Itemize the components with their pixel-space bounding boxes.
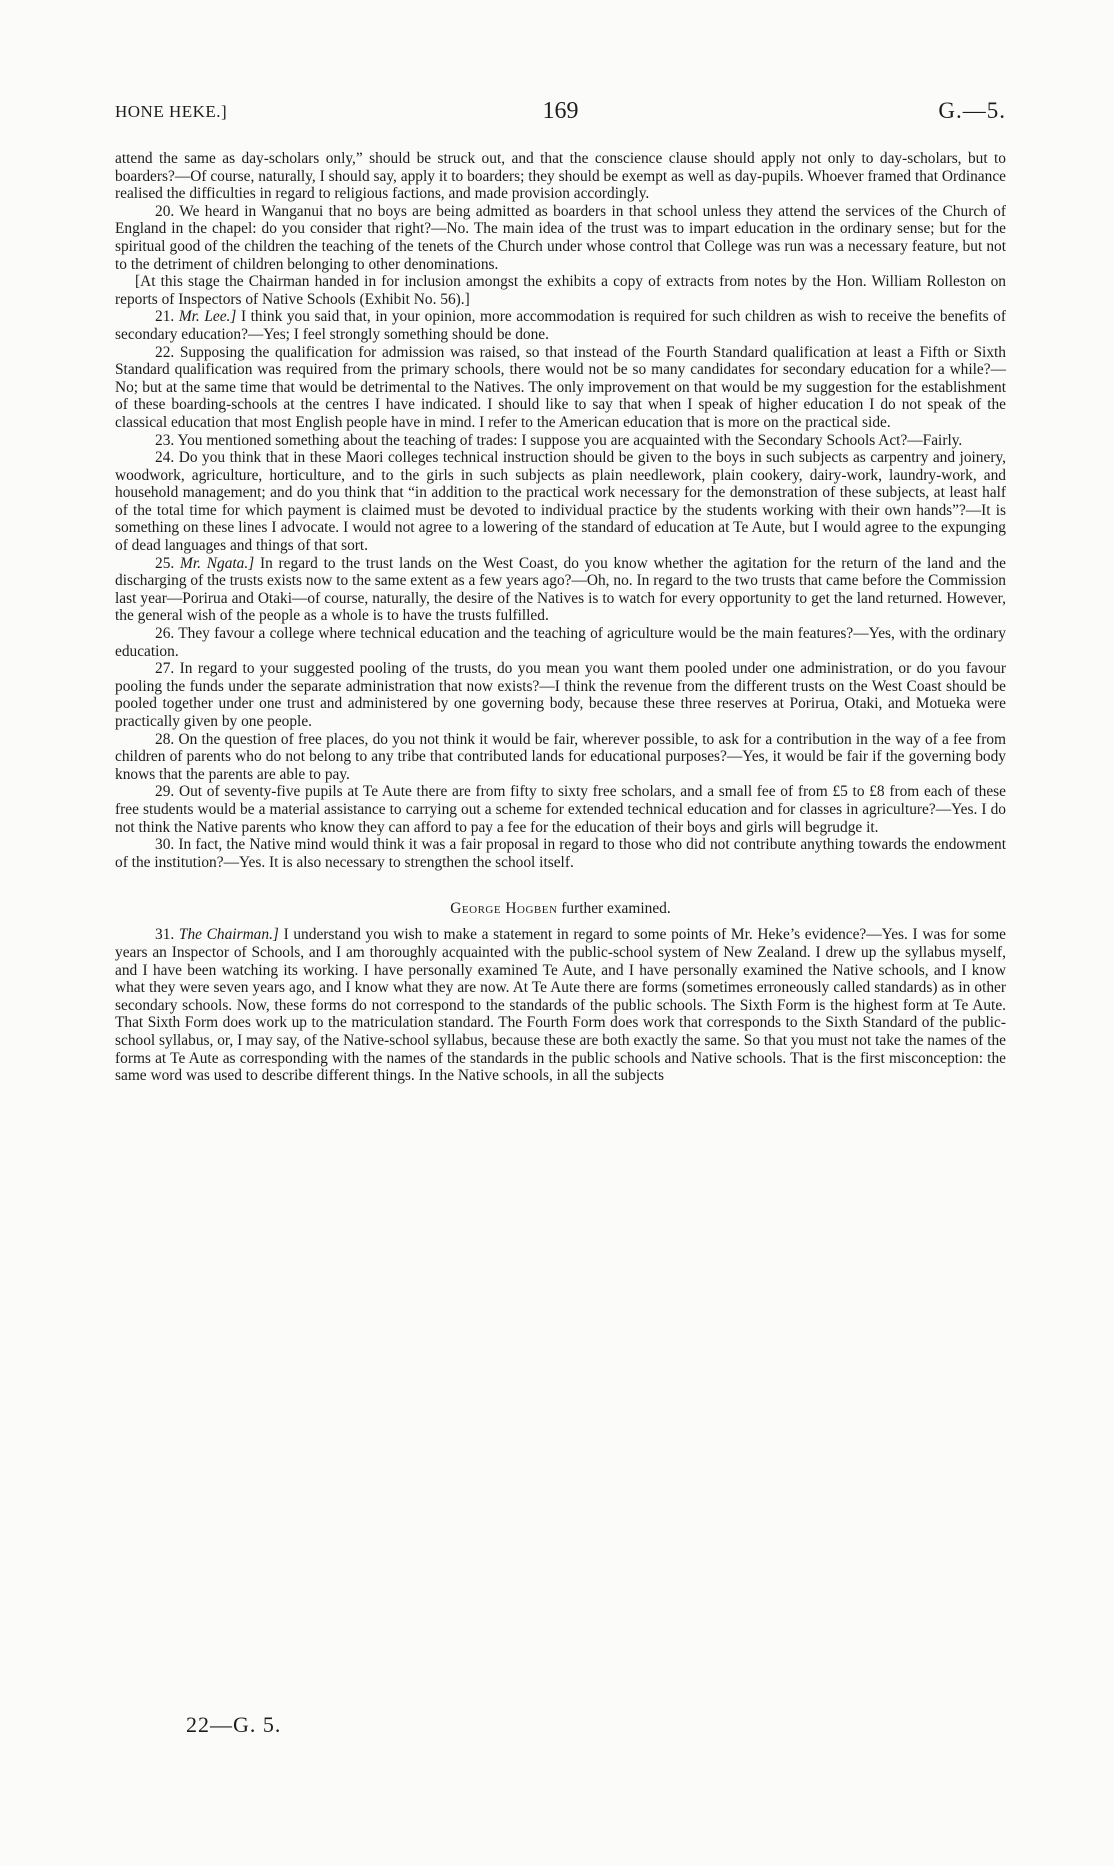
question-number: 27. [155,660,180,678]
paragraph-text: [At this stage the Chairman handed in for inclusion amongst the exhibits a copy of extracts from notes by the Hon. William Rolleston on reports of Inspectors of Native Schools (Exhibit No. 56).] [115,273,1006,308]
paragraph-text: I think you said that, in your opinion, more accommodation is required for such children as wish to receive the benefits of secondary education?—Yes; I feel strongly something should be done. [115,308,1006,343]
page-number: 169 [542,98,579,124]
paragraph [115,660,1006,730]
witness-name: George Hogben [450,900,558,918]
page-body [115,150,1006,1085]
question-number: 31. [155,926,179,944]
paragraph-text: In regard to your suggested pooling of the trusts, do you mean you want them pooled under one administration, or do you favour pooling the funds under the separate administration that now exists?—I think the revenue from the different trusts on the West Coast should be pooled together under one trust and administered by one governing body, because these three reserves at Porirua, Otaki, and Motueka were practically given by one people. [115,660,1006,730]
paragraph [115,783,1006,836]
question-number: 29. [155,783,179,801]
paragraph-text: On the question of free places, do you not think it would be fair, wherever possible, to ask for a contribution in the way of a fee from children of parents who do not belong to any tribe that contributed lands for educational purposes?—Yes, it would be fair if the governing body knows that the parents are able to pay. [115,730,1006,783]
question-number: 25. [155,554,181,572]
paragraph-text: They favour a college where technical education and the teaching of agriculture would be the main features?—Yes, with the ordinary education. [115,625,1006,660]
speaker-name: Mr. Lee.] [178,308,241,326]
heading-suffix: further examined. [561,900,671,918]
paragraph [115,449,1006,555]
section-paragraphs [115,926,1006,1084]
paragraph [115,555,1006,625]
paragraph [115,203,1006,273]
paragraph [115,273,1006,308]
question-number: 30. [155,836,179,854]
paragraph [115,926,1006,1084]
paragraph [115,344,1006,432]
question-number: 26. [155,625,179,643]
paragraph-text: attend the same as day-scholars only,” should be struck out, and that the conscience clause should apply not only to day-scholars, but to boarders?—Of course, naturally, I should say, apply it to boarders; they should be exempt as well as day-pupils. Whoever framed that Ordinance realised the difficulties in regard to religious factions, and made provision accordingly. [115,150,1006,203]
question-number: 22. [155,343,180,361]
paragraph [115,150,1006,203]
question-number: 24. [155,449,179,467]
question-number: 28. [155,730,179,748]
paragraph [115,625,1006,660]
speaker-name: Mr. Ngata.] [180,554,260,572]
paragraph [115,308,1006,343]
paragraph-text: Supposing the qualification for admission was raised, so that instead of the Fourth Standard qualification at least a Fifth or Sixth Standard qualification was required from the primary schools, there would not be so many candidates for secondary education for a while?—No; but at the same time that would be detrimental to the Natives. The only improvement on that would be my suggestion for the establishment of these boarding-schools at the centres I have indicated. I should like to say that when I speak of higher education I do not speak of the classical education that most English people have in mind. I refer to the American education that is more on the practical side. [115,343,1006,431]
header-paper-code: G.—5. [938,98,1006,123]
paragraph [115,432,1006,450]
paragraph-text: Out of seventy-five pupils at Te Aute there are from fifty to sixty free scholars, and a small fee of from £5 to £8 from each of these free students would be a material assistance to carrying out a scheme for extended technical education and for classes in agriculture?—Yes. I do not think the Native parents who know they can afford to pay a fee for the education of their boys and girls will begrudge it. [115,783,1006,836]
speaker-name: The Chairman.] [178,926,284,944]
paragraph-text: I understand you wish to make a statement in regard to some points of Mr. Heke’s evidence?—Yes. I was for some years an Inspector of Schools, and I am thoroughly acquainted with the public-school system of New Zealand. I drew up the syllabus myself, and I have been watching its working. I have personally examined Te Aute, and I have personally examined the Native schools, and I know what they were seven years ago, and I know what they are now. At Te Aute there are forms (sometimes erroneously called standards) as in other secondary schools. Now, these forms do not correspond to the standards of the public schools. The Sixth Form is the highest form at Te Aute. That Sixth Form does work up to the matriculation standard. The Fourth Form does work that corresponds to the Sixth Standard of the public-school syllabus, or, I may say, of the Native-school syllabus, because these are both exactly the same. So that you must not take the names of the forms at Te Aute as corresponding with the names of the standards in the public schools and Native schools. That is the first misconception: the same word was used to describe different things. In the Native schools, in all the subjects [115,926,1007,1085]
paragraph-text: In regard to the trust lands on the West Coast, do you know whether the agitation for the return of the land and the discharging of the trusts exists now to the same extent as a few years ago?—Oh, no. In regard to the two trusts that came before the Commission last year—Porirua and Otaki—of course, naturally, the desire of the Natives is to watch for every opportunity to get the land returned. However, the general wish of the people as a whole is to have the trusts fulfilled. [115,554,1006,625]
paragraph-text: We heard in Wanganui that no boys are being admitted as boarders in that school unless they attend the services of the Church of England in the chapel: do you consider that right?—No. The main idea of the trust was to impart education in the ordinary sense; but for the spiritual good of the children the teaching of the tenets of the Church under whose control that College was run was a necessary feature, but not to the detriment of children belonging to other denominations. [115,202,1007,273]
page-header [115,98,1006,128]
paragraph-text: You mentioned something about the teaching of trades: I suppose you are acquainted with the Secondary Schools Act?—Fairly. [177,431,963,449]
section-heading [115,900,1006,918]
paragraph-text: Do you think that in these Maori colleges technical instruction should be given to the boys in such subjects as carpentry and joinery, woodwork, agriculture, horticulture, and to the girls in such subjects as plain needlework, plain cookery, dairy-work, laundry-work, and household management; and do you think that “in addition to the practical work necessary for the demonstration of these subjects, at least half of the total time for which payment is claimed must be devoted to individual practice by the students working with their own hands”?—It is something on these lines I advocate. I would not agree to a lowering of the standard of education at Te Aute, but I would agree to the expunging of dead languages and things of that sort. [115,449,1006,555]
header-witness-name: HONE HEKE.] [115,102,228,121]
question-number: 23. [155,431,178,449]
question-number: 21. [155,308,179,326]
question-number: 20. [155,202,180,220]
signature-mark: 22—G. 5. [186,1712,282,1737]
paragraph [115,731,1006,784]
evidence-paragraphs [115,150,1006,871]
paragraph [115,836,1006,871]
paragraph-text: In fact, the Native mind would think it was a fair proposal in regard to those who did not contribute anything towards the endowment of the institution?—Yes. It is also necessary to strengthen the school itself. [115,836,1006,871]
